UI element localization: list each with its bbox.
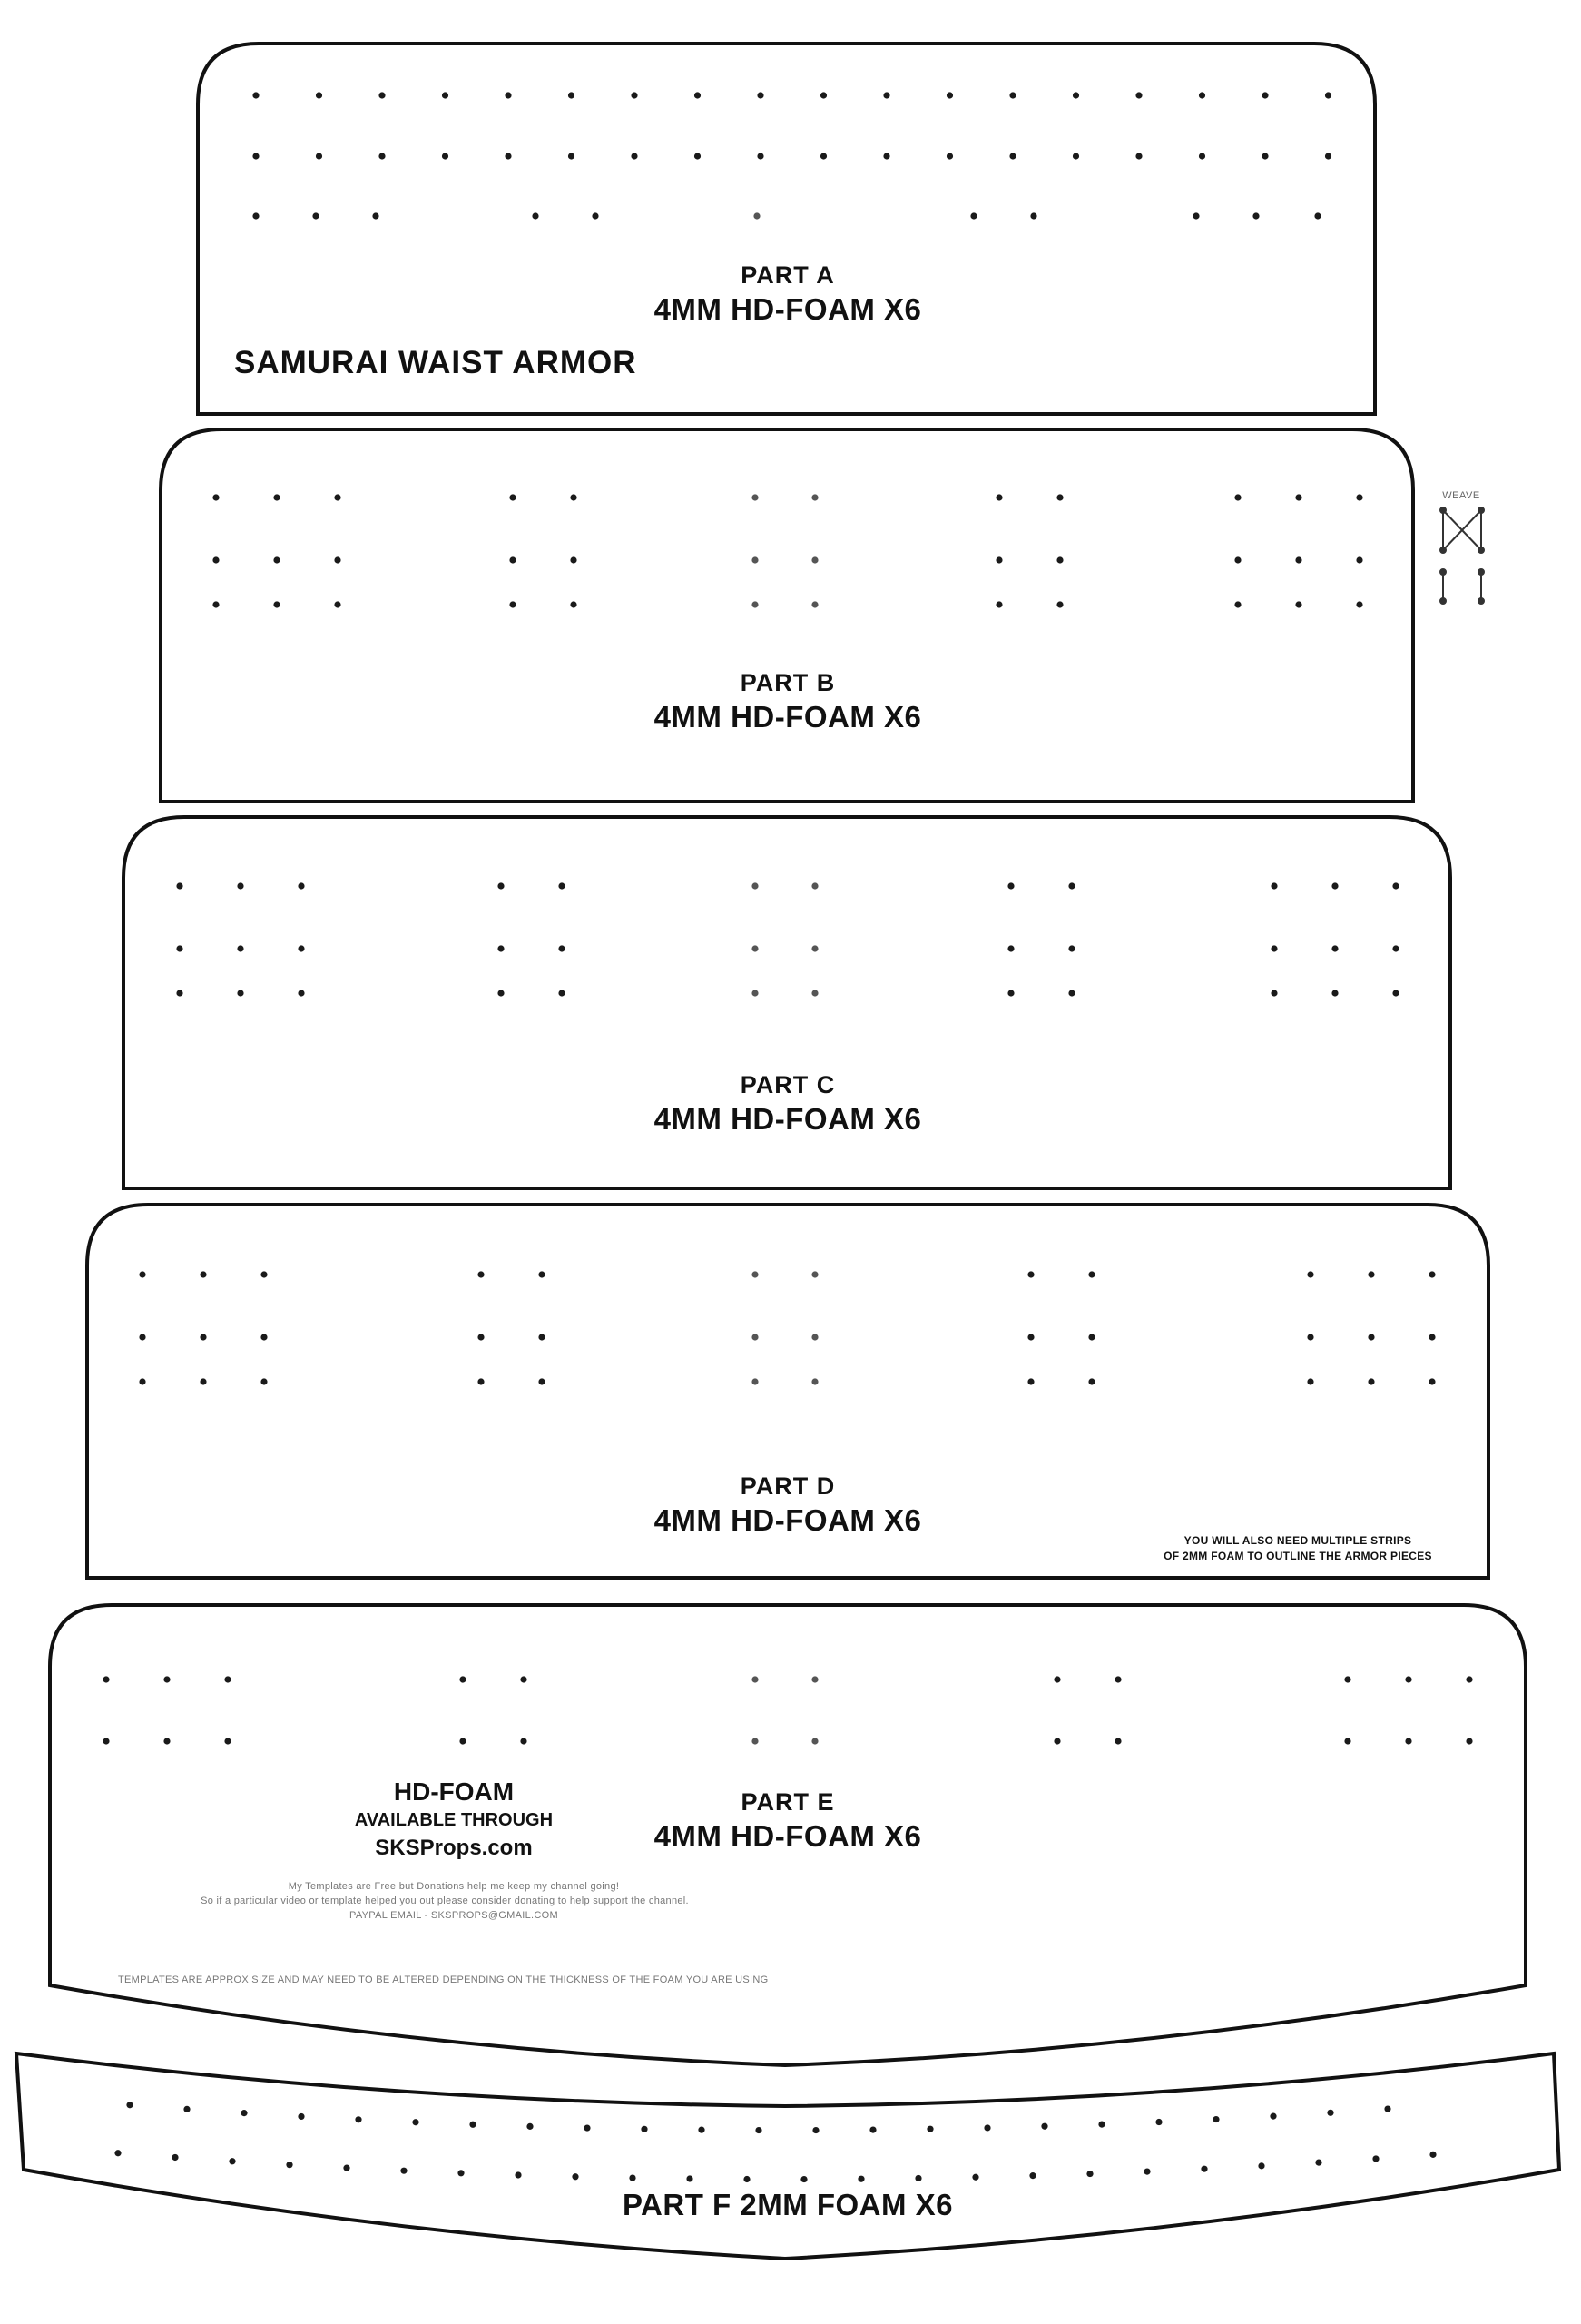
lacing-hole [1054,1738,1060,1744]
lacing-hole [1155,2119,1162,2125]
lacing-hole [1466,1676,1472,1682]
lacing-hole [1392,882,1399,889]
lacing-hole [538,1378,545,1384]
lacing-hole [212,601,219,607]
lacing-hole [1258,2162,1264,2169]
lacing-hole [477,1271,484,1277]
lacing-hole [477,1334,484,1340]
lacing-hole [509,494,516,500]
part-a-label: PART A [741,261,835,289]
lacing-hole [800,2176,807,2182]
lacing-hole [355,2116,361,2122]
lacing-hole [1307,1271,1313,1277]
lacing-hole [469,2122,476,2128]
lacing-hole [1271,945,1277,951]
lacing-hole [751,556,758,563]
donation-line2: So if a particular video or template helped you out please consider donating to help support the channel. [201,1896,689,1906]
lacing-hole [751,1378,758,1384]
lacing-hole [286,2162,292,2168]
lacing-hole [757,92,763,98]
lacing-hole [751,494,758,500]
lacing-hole [811,556,818,563]
lacing-hole [1429,2152,1436,2158]
lacing-hole [163,1676,170,1682]
lacing-hole [811,945,818,951]
lacing-hole [1314,212,1321,219]
lacing-hole [477,1378,484,1384]
lacing-hole [343,2165,349,2171]
lacing-hole [1068,882,1075,889]
lacing-hole [1271,882,1277,889]
lacing-hole [1201,2166,1207,2172]
part-f-outline [16,2053,1559,2259]
lacing-hole [1356,556,1362,563]
lacing-hole [572,2173,578,2180]
lacing-hole [858,2176,864,2182]
lacing-hole [1115,1676,1121,1682]
part-f-label: PART F 2MM FOAM X6 [622,2188,954,2221]
lacing-hole [1295,494,1301,500]
lacing-hole [972,2174,978,2181]
lacing-hole [869,2126,876,2132]
part-d-label: PART D [740,1472,836,1500]
lacing-hole [532,212,538,219]
lacing-hole [237,990,243,996]
lacing-hole [751,882,758,889]
lacing-hole [442,153,448,159]
lacing-hole [558,882,565,889]
lacing-hole [1429,1378,1435,1384]
lacing-hole [509,556,516,563]
lacing-hole [1295,556,1301,563]
lacing-hole [753,212,760,219]
lacing-hole [114,2150,121,2156]
lacing-hole [1327,2110,1333,2116]
lacing-hole [811,990,818,996]
lacing-hole [686,2175,692,2181]
lacing-hole [757,153,763,159]
lacing-hole [1027,1271,1034,1277]
lacing-hole [1234,601,1241,607]
lacing-hole [751,1334,758,1340]
part-d-material: 4MM HD-FOAM X6 [653,1503,922,1537]
lacing-hole [820,92,827,98]
lacing-hole [811,494,818,500]
lacing-hole [497,945,504,951]
lacing-hole [1234,494,1241,500]
lacing-hole [520,1738,526,1744]
lacing-hole [1315,2160,1321,2166]
lacing-hole [1199,153,1205,159]
part-b-label: PART B [740,669,836,696]
lacing-hole [755,2127,761,2133]
lacing-hole [1405,1676,1411,1682]
lacing-hole [1405,1738,1411,1744]
document-title: SAMURAI WAIST ARMOR [234,345,637,380]
part-e-label: PART E [741,1788,835,1816]
lacing-hole [260,1334,267,1340]
lacing-hole [372,212,378,219]
lacing-hole [629,2174,635,2181]
lacing-hole [334,601,340,607]
donation-email: PAYPAL EMAIL - SKSPROPS@GMAIL.COM [349,1910,558,1921]
lacing-hole [459,1676,466,1682]
lacing-hole [698,2127,704,2133]
lacing-hole [1073,92,1079,98]
lacing-hole [163,1738,170,1744]
lacing-hole [1295,601,1301,607]
lacing-hole [1007,945,1014,951]
lacing-hole [915,2175,921,2181]
lacing-hole [1007,882,1014,889]
lacing-hole [1073,153,1079,159]
lacing-hole [252,212,259,219]
lacing-hole [260,1378,267,1384]
lacing-hole [883,92,889,98]
lacing-hole [811,882,818,889]
lacing-hole [1344,1738,1350,1744]
lacing-hole [1056,556,1063,563]
lacing-hole [811,1676,818,1682]
lacing-hole [172,2154,178,2161]
lacing-hole [1368,1334,1374,1340]
lacing-hole [515,2171,521,2178]
lacing-hole [538,1334,545,1340]
lacing-hole [1068,945,1075,951]
lacing-hole [811,1271,818,1277]
lacing-hole [139,1334,145,1340]
lacing-hole [751,601,758,607]
lacing-hole [1252,212,1259,219]
lacing-hole [176,945,182,951]
lacing-hole [212,556,219,563]
lacing-hole [237,945,243,951]
lacing-hole [400,2168,407,2174]
lacing-hole [558,990,565,996]
lacing-hole [1009,153,1016,159]
lacing-hole [457,2170,464,2176]
donation-line1: My Templates are Free but Donations help me keep my channel going! [288,1881,620,1892]
lacing-hole [1331,945,1338,951]
lacing-hole [1088,1334,1095,1340]
lacing-hole [1331,990,1338,996]
lacing-hole [1098,2121,1105,2127]
lacing-hole [1056,494,1063,500]
lacing-hole [1344,1676,1350,1682]
lacing-hole [1356,494,1362,500]
lacing-hole [103,1738,109,1744]
lacing-hole [412,2119,418,2125]
size-disclaimer: TEMPLATES ARE APPROX SIZE AND MAY NEED TO BE ALTERED DEPENDING ON THE THICKNESS OF THE FOAM YOU ARE USING [118,1974,769,1985]
lacing-hole [568,153,574,159]
part-e-material: 4MM HD-FOAM X6 [653,1819,922,1853]
lacing-hole [1392,945,1399,951]
weave-lacing-icon [1440,507,1484,604]
lacing-holes [103,92,1472,2182]
lacing-hole [568,92,574,98]
lacing-hole [751,990,758,996]
lacing-hole [883,153,889,159]
strips-note-line1: YOU WILL ALSO NEED MULTIPLE STRIPS [1183,1534,1412,1547]
lacing-hole [1368,1271,1374,1277]
lacing-hole [273,601,280,607]
lacing-hole [1392,990,1399,996]
lacing-hole [743,2176,750,2182]
lacing-hole [334,494,340,500]
part-b-outline [161,429,1413,802]
lacing-hole [505,92,511,98]
lacing-hole [631,153,637,159]
part-a-material: 4MM HD-FOAM X6 [653,292,922,326]
lacing-hole [1325,153,1331,159]
lacing-hole [224,1738,231,1744]
strips-note-line2: OF 2MM FOAM TO OUTLINE THE ARMOR PIECES [1164,1550,1432,1562]
lacing-hole [811,1334,818,1340]
lacing-hole [260,1271,267,1277]
lacing-hole [1027,1334,1034,1340]
lacing-hole [1199,92,1205,98]
lacing-hole [312,212,319,219]
lacing-hole [1135,92,1142,98]
lacing-hole [176,990,182,996]
lacing-hole [811,1738,818,1744]
lacing-hole [1115,1738,1121,1744]
lacing-hole [751,945,758,951]
lacing-hole [1086,2171,1093,2177]
lacing-hole [526,2123,533,2130]
lacing-hole [252,153,259,159]
lacing-hole [298,990,304,996]
lacing-hole [558,945,565,951]
lacing-hole [378,153,385,159]
lacing-hole [126,2102,133,2108]
lacing-hole [378,92,385,98]
weave-label: WEAVE [1442,490,1480,501]
lacing-hole [273,494,280,500]
lacing-hole [1307,1378,1313,1384]
lacing-hole [1429,1334,1435,1340]
lacing-hole [103,1676,109,1682]
lacing-hole [237,882,243,889]
lacing-hole [570,494,576,500]
lacing-hole [1356,601,1362,607]
lacing-hole [996,601,1002,607]
lacing-hole [1262,92,1268,98]
lacing-hole [1041,2123,1047,2130]
lacing-hole [200,1334,206,1340]
lacing-hole [592,212,598,219]
lacing-hole [212,494,219,500]
lacing-hole [641,2126,647,2132]
lacing-hole [1056,601,1063,607]
lacing-hole [497,990,504,996]
lacing-hole [970,212,977,219]
lacing-hole [1307,1334,1313,1340]
lacing-hole [1368,1378,1374,1384]
lacing-hole [229,2158,235,2164]
lacing-hole [497,882,504,889]
lacing-hole [1213,2116,1219,2122]
lacing-hole [139,1271,145,1277]
lacing-hole [1270,2113,1276,2120]
part-c-material: 4MM HD-FOAM X6 [653,1102,922,1136]
lacing-hole [1429,1271,1435,1277]
lacing-hole [1193,212,1199,219]
lacing-hole [442,92,448,98]
part-b-material: 4MM HD-FOAM X6 [653,700,922,734]
lacing-hole [224,1676,231,1682]
lacing-hole [996,494,1002,500]
lacing-hole [1135,153,1142,159]
lacing-hole [694,153,701,159]
lacing-hole [1234,556,1241,563]
lacing-hole [538,1271,545,1277]
lacing-hole [176,882,182,889]
lacing-hole [273,556,280,563]
lacing-hole [1384,2105,1390,2112]
lacing-hole [570,556,576,563]
lacing-hole [820,153,827,159]
lacing-hole [1372,2155,1379,2162]
lacing-hole [927,2126,933,2132]
lacing-hole [751,1676,758,1682]
lacing-hole [200,1271,206,1277]
part-c-label: PART C [740,1071,836,1098]
hd-foam-website: SKSProps.com [375,1836,533,1860]
lacing-hole [183,2106,190,2112]
lacing-hole [334,556,340,563]
lacing-hole [996,556,1002,563]
lacing-hole [811,601,818,607]
lacing-hole [631,92,637,98]
lacing-hole [298,2113,304,2120]
lacing-hole [316,153,322,159]
lacing-hole [298,945,304,951]
lacing-hole [984,2124,990,2131]
lacing-hole [570,601,576,607]
lacing-hole [584,2124,590,2131]
lacing-hole [1271,990,1277,996]
lacing-hole [509,601,516,607]
hd-foam-availability: AVAILABLE THROUGH [354,1810,554,1830]
lacing-hole [241,2110,247,2116]
lacing-hole [947,153,953,159]
lacing-hole [1331,882,1338,889]
lacing-hole [1325,92,1331,98]
lacing-hole [1068,990,1075,996]
lacing-hole [1030,212,1036,219]
lacing-hole [812,2127,819,2133]
lacing-hole [694,92,701,98]
lacing-hole [1088,1378,1095,1384]
lacing-hole [459,1738,466,1744]
lacing-hole [947,92,953,98]
lacing-hole [298,882,304,889]
lacing-hole [200,1378,206,1384]
lacing-hole [505,153,511,159]
lacing-hole [1088,1271,1095,1277]
hd-foam-heading: HD-FOAM [393,1777,515,1806]
lacing-hole [1007,990,1014,996]
lacing-hole [1009,92,1016,98]
lacing-hole [1262,153,1268,159]
lacing-hole [316,92,322,98]
lacing-hole [1029,2172,1036,2179]
lacing-hole [1144,2168,1150,2174]
lacing-hole [139,1378,145,1384]
lacing-hole [751,1738,758,1744]
lacing-hole [520,1676,526,1682]
lacing-hole [1466,1738,1472,1744]
lacing-hole [751,1271,758,1277]
lacing-hole [252,92,259,98]
lacing-hole [1027,1378,1034,1384]
lacing-hole [811,1378,818,1384]
lacing-hole [1054,1676,1060,1682]
